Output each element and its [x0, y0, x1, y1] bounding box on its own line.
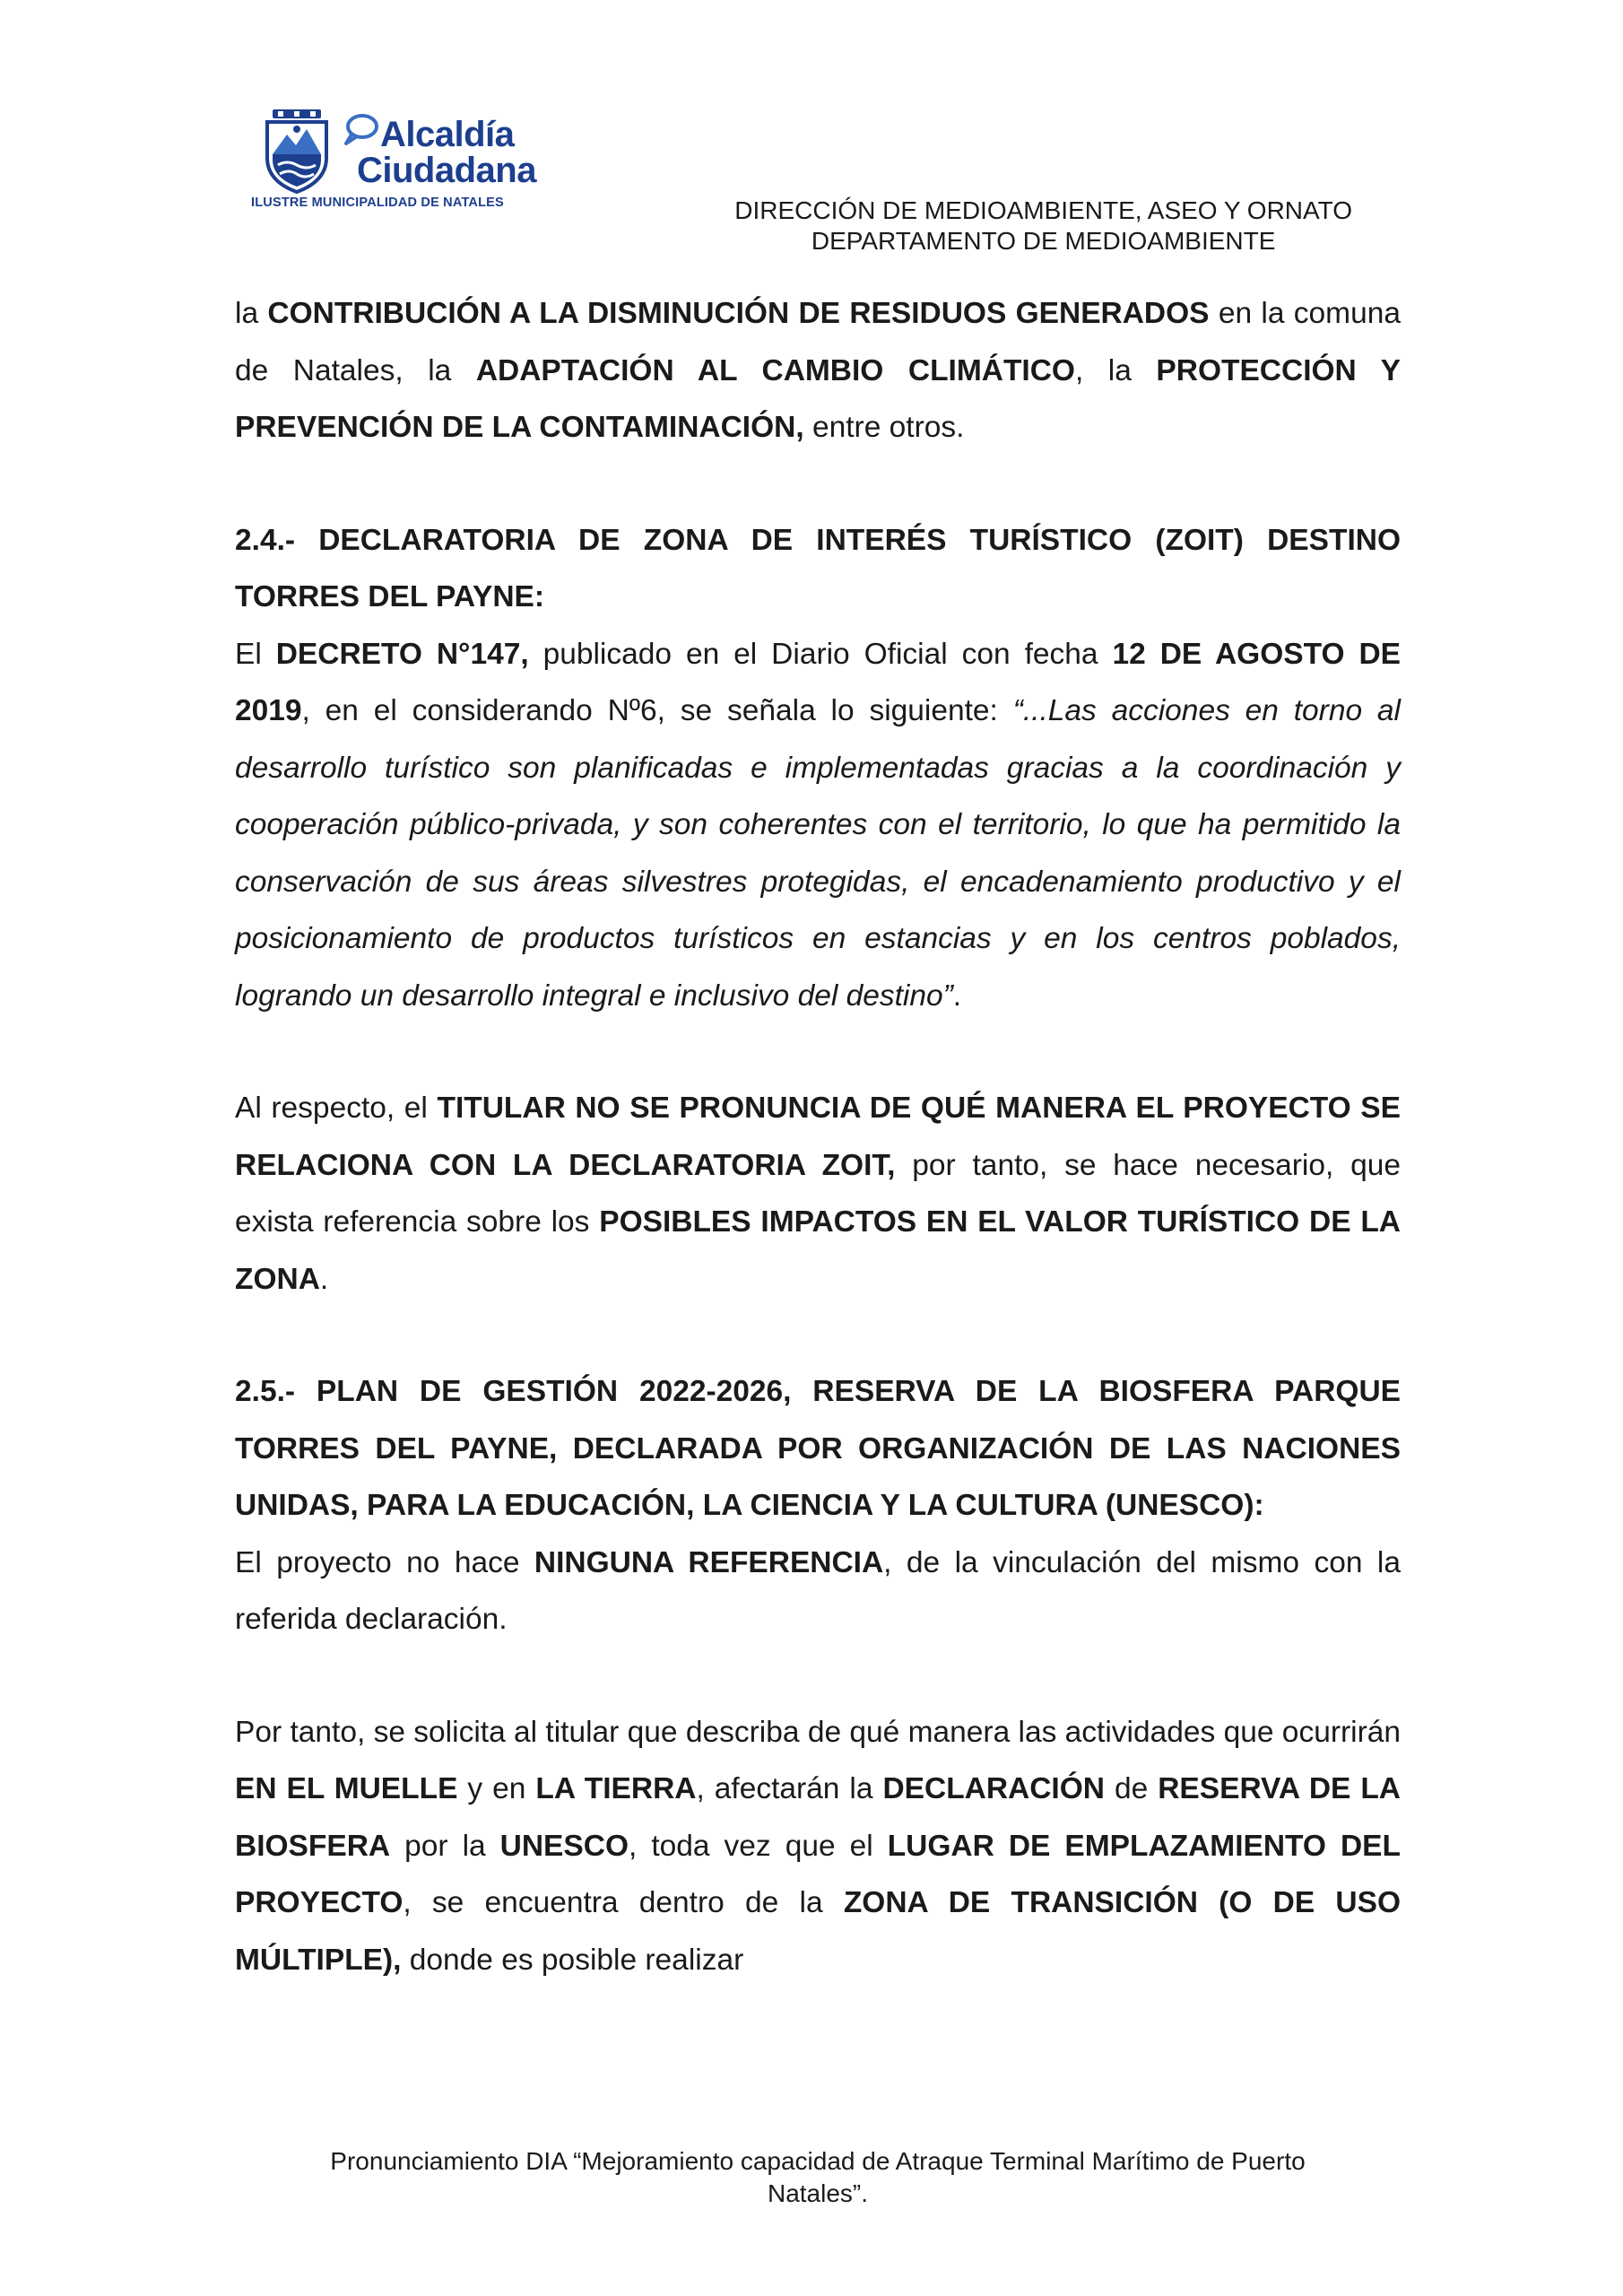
section-heading-2-5 [235, 1363, 1401, 1535]
municipal-crest-icon [260, 108, 334, 194]
text-run: Al respecto, el [235, 1091, 438, 1125]
page-footer [235, 2145, 1401, 2210]
text-run: , de la vinculación del mismo con la referida declaración. [235, 1545, 1401, 1636]
paragraph-por-tanto [235, 1704, 1401, 1989]
text-run: , toda vez que el [629, 1829, 888, 1863]
bold-run: LA TIERRA [535, 1772, 697, 1805]
municipal-logo [251, 108, 538, 215]
text-run: en la comuna de Natales, la [235, 297, 1401, 387]
text-run: , en el considerando Nº6, se señala lo siguiente: [301, 694, 1013, 727]
bold-run: CONTRIBUCIÓN A LA DISMINUCIÓN DE RESIDUOS GENERADOS [267, 297, 1210, 330]
text-run: El proyecto no hace [235, 1545, 534, 1579]
text-run: y en [457, 1772, 536, 1805]
text-run: , la [1074, 353, 1157, 387]
bold-run: LUGAR DE EMPLAZAMIENTO DEL PROYECTO [235, 1829, 1401, 1919]
text-run: por la [390, 1829, 500, 1863]
bold-run: EN EL MUELLE [235, 1772, 458, 1805]
text-run: . [952, 978, 962, 1013]
quoted-text: “...Las acciones en torno al desarrollo turístico son planificadas e implementadas gracias a la coordinación y cooperación público-privada, y son coherentes con el territorio, lo que ha permitido la conservación de sus áreas silvestres protegidas, el encadenamiento productivo y el posicionamiento de productos turísticos en estancias y en los centros poblados, logrando un desarrollo integral e inclusivo del destino” [235, 694, 1401, 1013]
text-run: de [1105, 1772, 1159, 1805]
bold-run: 12 DE AGOSTO DE 2019 [235, 637, 1401, 727]
text-run: entre otros. [803, 411, 965, 444]
footer-line1: Pronunciamiento DIA “Mejoramiento capacidad de Atraque Terminal Marítimo de Puerto [330, 2147, 1306, 2175]
text-run: El [235, 637, 276, 671]
text-run: por tanto, se hace necesario, que exista referencia sobre los [235, 1148, 1401, 1239]
document-body [235, 285, 1401, 1988]
text-run: donde es posible realizar [401, 1943, 744, 1977]
paragraph-respecto [235, 1080, 1401, 1308]
brand-name-line1: Alcaldía [380, 115, 515, 154]
section-heading-2-4 [235, 512, 1401, 626]
text-run: Por tanto, se solicita al titular que describa de qué manera las actividades que ocurrirán [235, 1715, 1401, 1749]
department-heading [734, 196, 1352, 257]
bold-run: DECLARACIÓN [882, 1772, 1105, 1805]
bold-run: ZONA DE TRANSICIÓN (O DE USO MÚLTIPLE), [235, 1886, 1401, 1977]
bold-run: ADAPTACIÓN AL CAMBIO CLIMÁTICO [475, 353, 1075, 387]
bold-run: PROTECCIÓN Y PREVENCIÓN DE LA CONTAMINACIÓN, [235, 353, 1402, 444]
section-title: 2.5.- PLAN DE GESTIÓN 2022-2026, RESERVA DE LA BIOSFERA PARQUE TORRES DEL PAYNE, DECLARADA POR ORGANIZACIÓN DE LAS NACIONES UNIDAS, PARA LA EDUCACIÓN, LA CIENCIA Y LA CULTURA (UNESCO): [235, 1375, 1401, 1522]
paragraph-contribution [235, 285, 1401, 457]
paragraph-decreto [235, 626, 1401, 1025]
text-run: la [235, 297, 268, 330]
bold-run: TITULAR NO SE PRONUNCIA DE QUÉ MANERA EL PROYECTO SE RELACIONA CON LA DECLARATORIA ZOIT, [235, 1091, 1401, 1182]
speech-bubble-icon [341, 111, 380, 147]
department-line2: DEPARTAMENTO DE MEDIOAMBIENTE [811, 227, 1276, 255]
footer-line2: Natales”. [767, 2179, 869, 2207]
section-title: 2.4.- DECLARATORIA DE ZONA DE INTERÉS TURÍSTICO (ZOIT) DESTINO TORRES DEL PAYNE: [235, 523, 1401, 613]
paragraph-referencia [235, 1535, 1401, 1648]
text-run: publicado en el Diario Oficial con fecha [528, 637, 1113, 671]
bold-run: NINGUNA REFERENCIA [534, 1545, 884, 1579]
text-run: , afectarán la [696, 1772, 883, 1805]
bold-run: UNESCO [499, 1829, 629, 1863]
department-line1: DIRECCIÓN DE MEDIOAMBIENTE, ASEO Y ORNATO [734, 196, 1352, 224]
bold-run: DECRETO N°147, [275, 637, 529, 671]
bold-run: POSIBLES IMPACTOS EN EL VALOR TURÍSTICO DE LA ZONA [235, 1205, 1401, 1296]
bold-run: RESERVA DE LA BIOSFERA [235, 1772, 1401, 1863]
text-run: . [319, 1262, 329, 1296]
text-run: , se encuentra dentro de la [403, 1886, 844, 1919]
brand-name-line2: Ciudadana [357, 151, 536, 190]
municipality-name: ILUSTRE MUNICIPALIDAD DE NATALES [251, 196, 504, 210]
